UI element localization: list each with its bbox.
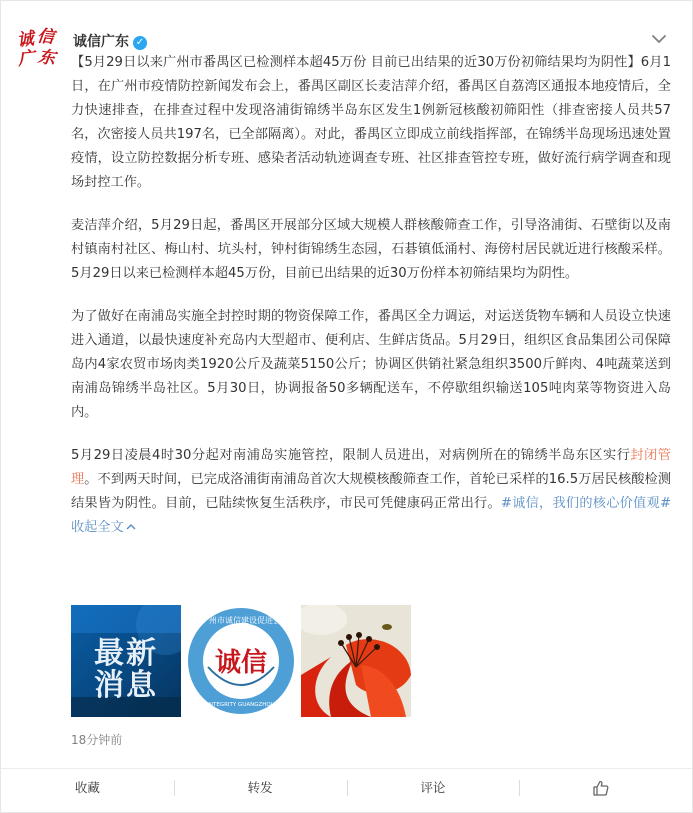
paragraph-4-text-start: 5月29日凌晨4时30分起对南浦岛实施管控，限制人员进出，对病例所在的锦绣半岛东区实行 xyxy=(71,448,631,463)
latest-news-image[interactable] xyxy=(71,605,181,717)
hashtag-link[interactable]: #诚信，我们的核心价值观# xyxy=(500,496,671,511)
author-name-link[interactable] xyxy=(73,31,147,51)
post-paragraph-2: 麦洁萍介绍，5月29日起，番禺区开展部分区域大规模人群核酸筛查工作，引导洛浦街、石壁街以及南村镇南村社区、梅山村、坑头村，钟村街锦绣生态园，石碁镇低涌村、海傍村居民就近进行核酸采样。5月29日以来已检测样本超45万份，目前已出结果的近30万份样本初筛结果均为阴性。 xyxy=(71,218,671,281)
post-timestamp[interactable]: 18分钟前 xyxy=(71,733,123,747)
latest-news-line-1: 最新 xyxy=(94,636,158,671)
avatar-char-1: 诚 xyxy=(15,28,36,52)
paragraph-1-text: 【5月29日以来广州市番禺区已检测样本超45万份 目前已出结果的近30万份初筛结果均为阴性】6月1日，在广州市疫情防控新闻发布会上，番禺区副区长麦洁萍介绍，番禺区自荔湾区通报本地疫情后，全力快速排查，在排查过程中发现洛浦街锦绣半岛东区发生1例新冠核酸初筛阳性（排查密接人员共57名，次密接人员共197名，已全部隔离）。对此，番禺区立即成立前线指挥部，在锦绣半岛现场迅速处置疫情，设立防控数据分析专班、感染者活动轨迹调查专班、社区排查管控专班，做好流行病学调查和现场封控工作。 xyxy=(71,55,671,190)
post-content xyxy=(71,51,671,559)
action-bar xyxy=(1,768,692,806)
verified-icon: ✓ xyxy=(133,36,147,50)
comment-label: 评论 xyxy=(420,780,446,795)
post-paragraph-4 xyxy=(71,444,671,540)
avatar[interactable] xyxy=(15,27,61,73)
repost-button[interactable] xyxy=(174,769,347,807)
favorite-button[interactable] xyxy=(1,769,174,807)
collapse-full-text-button[interactable] xyxy=(71,520,136,535)
chevron-down-icon[interactable] xyxy=(649,29,669,49)
avatar-char-2: 信 xyxy=(36,26,56,48)
post-paragraph-1 xyxy=(71,51,671,195)
up-arrow-icon xyxy=(126,522,136,532)
avatar-char-4: 东 xyxy=(36,46,57,70)
avatar-char-3: 广 xyxy=(16,48,36,70)
post-images xyxy=(71,605,431,717)
logo-bottom-text: INTEGRITY GUANGZHOU xyxy=(207,702,275,708)
chengxin-logo-image[interactable] xyxy=(186,605,296,717)
author-name: 诚信广东 xyxy=(73,34,129,50)
repost-label: 转发 xyxy=(247,780,273,795)
collapse-label: 收起全文 xyxy=(71,520,124,535)
logo-center-text: 诚信 xyxy=(214,648,268,678)
latest-news-line-2: 消息 xyxy=(94,668,158,703)
paragraph-4-text-end: 。不到两天时间，已完成洛浦街南浦岛首次大规模核酸筛查工作，首轮已采样的16.5万居民核酸检测结果皆为阴性。目前，已陆续恢复生活秩序，市民可凭健康码正常出行。 xyxy=(71,472,672,511)
comment-button[interactable] xyxy=(347,769,520,807)
closed-management-link[interactable]: 封闭管理 xyxy=(71,448,671,487)
like-button[interactable] xyxy=(519,769,692,807)
thumbs-up-icon xyxy=(592,779,610,797)
favorite-label: 收藏 xyxy=(74,780,100,795)
logo-ring-text: 广州市诚信建设促进会 xyxy=(201,616,281,625)
kapok-flower-image[interactable] xyxy=(301,605,411,717)
post-paragraph-3: 为了做好在南浦岛实施全封控时期的物资保障工作，番禺区全力调运，对运送货物车辆和人员设立快速进入通道，以最快速度补充岛内大型超市、便利店、生鲜店货品。5月29日，组织区食品集团公司保障岛内4家农贸市场肉类1920公斤及蔬菜5150公斤；协调区供销社紧急组织3500斤鲜肉、4吨蔬菜送到南浦岛锦绣半岛社区。5月30日，协调报备50多辆配送车，不停歇组织输送105吨肉菜等物资进入岛内。 xyxy=(71,309,671,420)
